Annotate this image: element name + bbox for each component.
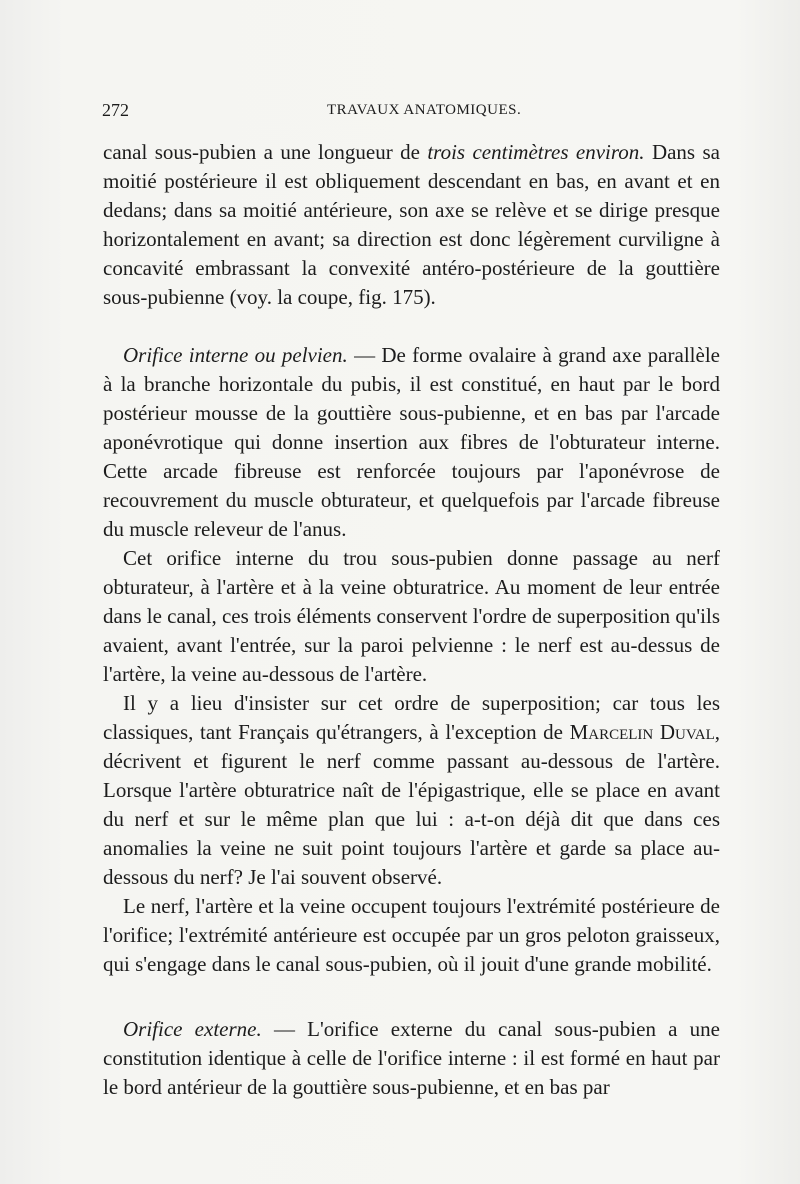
page-number: 272	[102, 100, 129, 120]
page-header	[102, 100, 722, 124]
text-segment: Dans sa moitié postérieure il est obliquement descendant en bas, en avant et en dedans; dans sa moitié antérieure, son axe se relève et se dirige presque horizontalement en avant; sa direction est donc légèrement curviligne à concavité embrassant la convexité antéro-postérieure de la gouttière sous-pubienne (voy. la coupe, fig. 175).	[103, 140, 720, 309]
section-heading-orifice-interne: Orifice interne ou pelvien.	[123, 343, 348, 367]
paragraph-orifice-externe	[103, 1015, 720, 1102]
author-name: Marcelin Duval	[569, 720, 715, 744]
paragraph-orifice-interne	[103, 341, 720, 544]
text-segment: canal sous-pubien a une longueur de	[103, 140, 428, 164]
section-heading-orifice-externe: Orifice externe.	[123, 1017, 262, 1041]
body-text	[103, 138, 720, 1102]
paragraph-superposition	[103, 689, 720, 892]
text-segment: — L'orifice externe du canal sous-pubien a une constitution identique à celle de l'orifice interne : il est formé en haut par le bord antérieur de la gouttière sous-pubienne, et en bas par	[103, 1017, 720, 1099]
text-segment: Cet orifice interne du trou sous-pubien donne passage au nerf obturateur, à l'artère et à la veine obturatrice. Au moment de leur entrée dans le canal, ces trois éléments conservent l'ordre de superposition qu'ils avaient, avant l'entrée, sur la paroi pelvienne : le nerf est au-dessus de l'artère, la veine au-dessous de l'artère.	[103, 546, 720, 686]
text-segment: Il y a lieu d'insister sur cet ordre de superposition; car tous les classiques, tant Français qu'étrangers, à l'exception de	[103, 691, 720, 744]
paragraph-canal-length	[103, 138, 720, 312]
text-segment-italic: trois centimètres environ.	[427, 140, 645, 164]
text-segment: — De forme ovalaire à grand axe parallèle à la branche horizontale du pubis, il est constitué, en haut par le bord postérieur mousse de la gouttière sous-pubienne, et en bas par l'arcade aponévrotique qui donne insertion aux fibres de l'obturateur interne. Cette arcade fibreuse est renforcée toujours par l'aponévrose de recouvrement du muscle obturateur, et quelquefois par l'arcade fibreuse du muscle releveur de l'anus.	[103, 343, 720, 541]
text-segment: Le nerf, l'artère et la veine occupent toujours l'extrémité postérieure de l'orifice; l'extrémité antérieure est occupée par un gros peloton graisseux, qui s'engage dans le canal sous-pubien, où il jouit d'une grande mobilité.	[103, 894, 720, 976]
paragraph-nerf-artere-veine	[103, 892, 720, 979]
running-title: TRAVAUX ANATOMIQUES.	[327, 102, 522, 118]
paragraph-passage	[103, 544, 720, 689]
text-segment: , décrivent et figurent le nerf comme passant au-dessous de l'artère. Lorsque l'artère obturatrice naît de l'épigastrique, elle se place en avant du nerf et sur le même plan que lui : a-t-on déjà dit que dans ces anomalies la veine ne suit point toujours l'artère et garde sa place au-dessous du nerf? Je l'ai souvent observé.	[103, 720, 720, 889]
